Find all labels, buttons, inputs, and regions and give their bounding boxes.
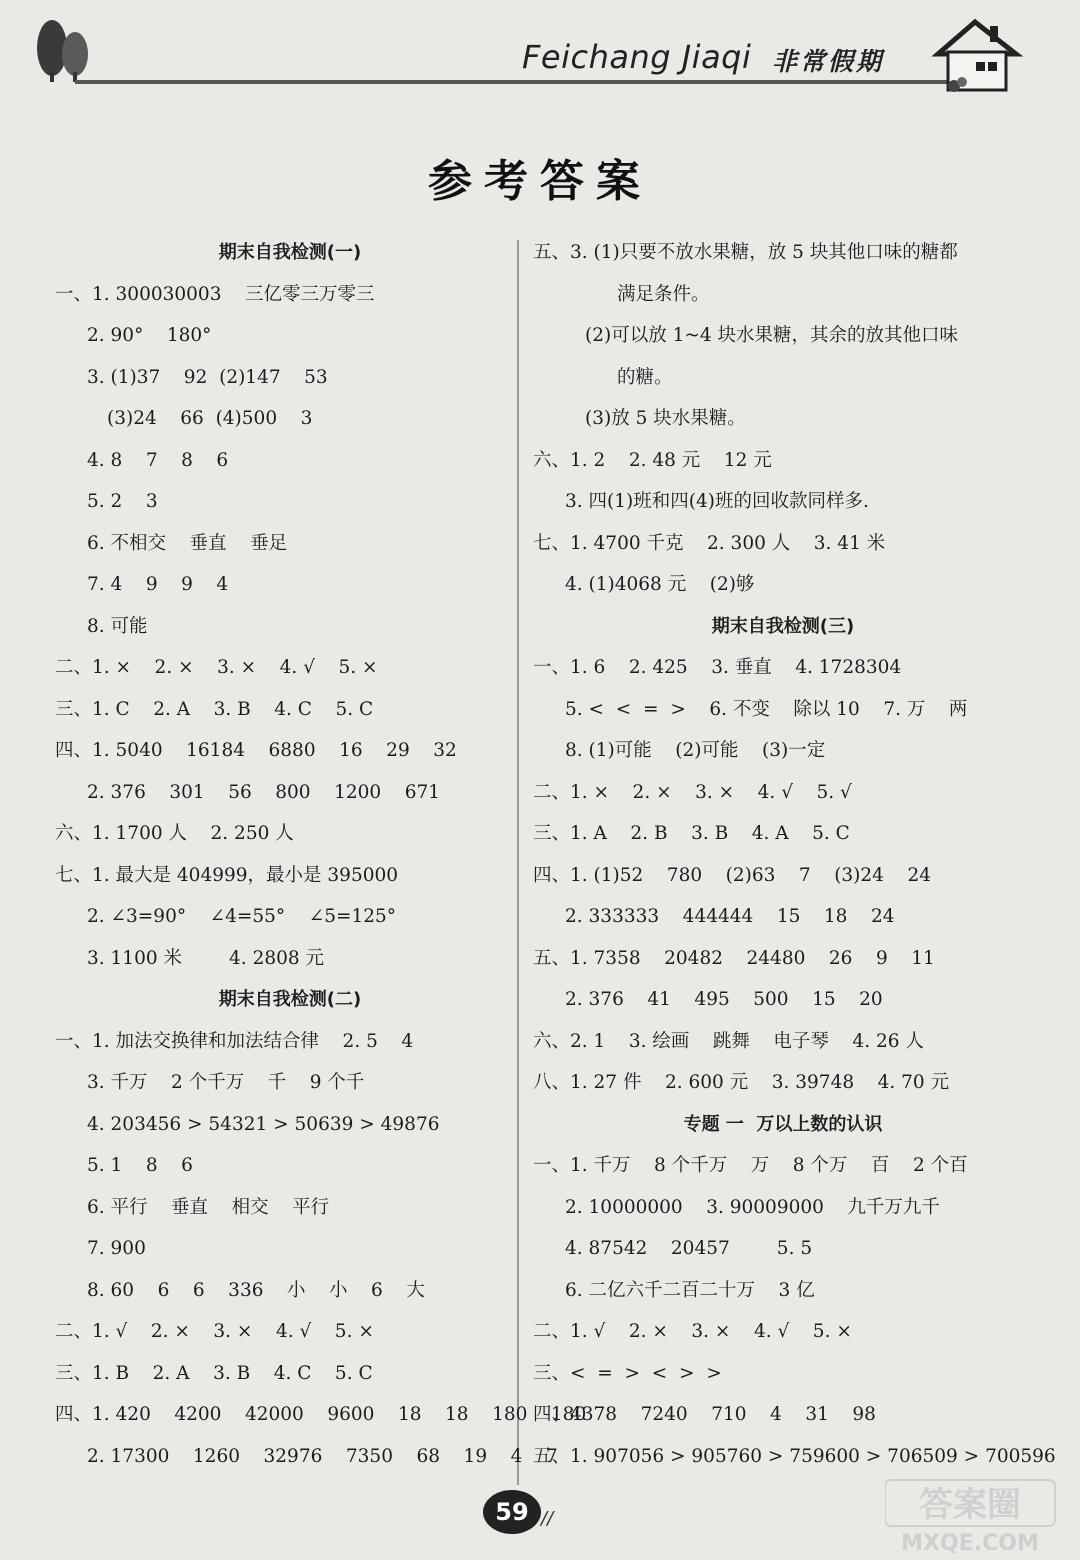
answer-line: 八、1. 27 件 2. 600 元 3. 39748 4. 70 元 xyxy=(533,1072,950,1093)
answer-line: 六、2. 1 3. 绘画 跳舞 电子琴 4. 26 人 xyxy=(533,1030,924,1052)
watermark-logo xyxy=(885,1478,1065,1558)
answer-line: 五、3. (1)只要不放水果糖，放 5 块其他口味的糖都 xyxy=(533,242,958,263)
answer-line: 2. 17300 1260 32976 7350 68 19 4 7 xyxy=(87,1445,558,1467)
answer-line: 5. 2 3 xyxy=(87,491,158,512)
answer-line: 一、1. 千万 8 个千万 万 8 个万 百 2 个百 xyxy=(533,1155,968,1176)
answer-line: 2. ∠3=90° ∠4=55° ∠5=125° xyxy=(87,906,397,927)
answer-line: 2. 10000000 3. 90009000 九千万九千 xyxy=(565,1196,940,1218)
answer-line: 5. 1 8 6 xyxy=(87,1155,193,1176)
svg-text:MXQE.COM: MXQE.COM xyxy=(901,1531,1039,1556)
answer-line: 一、1. 300030003 三亿零三万零三 xyxy=(55,283,375,305)
answer-line: 五、1. 7358 20482 24480 26 9 11 xyxy=(533,947,935,969)
answer-line: 3. 千万 2 个千万 千 9 个千 xyxy=(87,1072,365,1093)
answer-line: 4. 8 7 8 6 xyxy=(87,449,229,471)
answer-line: 7. 4 9 9 4 xyxy=(87,574,229,595)
svg-text:答案圈: 答案圈 xyxy=(919,1485,1021,1525)
answer-line: 8. (1)可能 (2)可能 (3)一定 xyxy=(565,740,826,761)
answer-line: 6. 二亿六千二百二十万 3 亿 xyxy=(565,1279,815,1301)
answer-line: 4. 87542 20457 5. 5 xyxy=(565,1238,813,1259)
page-number-text: 59 xyxy=(495,1498,529,1526)
answer-line: 四、1. (1)52 780 (2)63 7 (3)24 24 xyxy=(533,864,932,886)
answer-line: 2. 376 301 56 800 1200 671 xyxy=(87,781,441,803)
answer-line: (2)可以放 1~4 块水果糖，其余的放其他口味 xyxy=(585,325,959,346)
answer-line: 四、1. 420 4200 42000 9600 18 18 180 180 xyxy=(55,1404,587,1425)
house-icon xyxy=(930,16,1025,96)
brand-chinese: 非常假期 xyxy=(772,47,885,76)
answer-line: (3)放 5 块水果糖。 xyxy=(585,408,746,429)
answer-line: 二、1. × 2. × 3. × 4. √ 5. × xyxy=(55,657,378,678)
answer-line: 七、1. 最大是 404999，最小是 395000 xyxy=(55,864,399,886)
right-column xyxy=(533,232,1056,1477)
page-number xyxy=(483,1490,554,1534)
section-heading: 期末自我检测(一) xyxy=(218,242,362,263)
answer-line: 六、1. 1700 人 2. 250 人 xyxy=(55,823,294,844)
answer-line: 的糖。 xyxy=(617,366,673,388)
header-rule xyxy=(75,80,960,84)
answer-line: 三、1. A 2. B 3. B 4. A 5. C xyxy=(533,823,850,844)
page-title: 参考答案 xyxy=(428,156,652,207)
answer-line: 7. 900 xyxy=(87,1238,146,1259)
answer-line: 5. < < = > 6. 不变 除以 10 7. 万 两 xyxy=(565,698,968,720)
answer-line: 二、1. √ 2. × 3. × 4. √ 5. × xyxy=(533,1321,852,1342)
slash-decoration-icon: // xyxy=(541,1508,554,1529)
answer-line: 4. 203456 > 54321 > 50639 > 49876 xyxy=(87,1113,440,1135)
answer-line: 满足条件。 xyxy=(617,283,710,305)
answer-line: 二、1. √ 2. × 3. × 4. √ 5. × xyxy=(55,1321,374,1342)
answer-line: 三、1. C 2. A 3. B 4. C 5. C xyxy=(55,698,374,720)
answer-line: 三、1. B 2. A 3. B 4. C 5. C xyxy=(55,1362,373,1384)
answer-line: 3. (1)37 92 (2)147 53 xyxy=(87,366,328,388)
answer-line: 2. 333333 444444 15 18 24 xyxy=(565,906,895,927)
answer-line: 四、4378 7240 710 4 31 98 xyxy=(533,1404,876,1425)
answer-line: 6. 不相交 垂直 垂足 xyxy=(87,532,288,554)
answer-line: 六、1. 2 2. 48 元 12 元 xyxy=(533,449,772,471)
section-heading: 期末自我检测(三) xyxy=(711,615,855,637)
answer-line: 8. 可能 xyxy=(87,615,148,637)
section-heading: 期末自我检测(二) xyxy=(218,989,362,1010)
answer-line: 五、1. 907056 > 905760 > 759600 > 706509 > 700596 xyxy=(533,1445,1056,1467)
page-header xyxy=(0,0,1080,110)
answer-line: 4. (1)4068 元 (2)够 xyxy=(565,574,755,595)
answer-line: 2. 376 41 495 500 15 20 xyxy=(565,989,883,1010)
brand-latin: Feichang Jiaqi xyxy=(522,38,752,76)
answer-line: 6. 平行 垂直 相交 平行 xyxy=(87,1196,330,1218)
answer-line: 三、< = > < > > xyxy=(533,1362,722,1384)
answer-line: 一、1. 加法交换律和加法结合律 2. 5 4 xyxy=(55,1030,414,1052)
answer-line: 8. 60 6 6 336 小 小 6 大 xyxy=(87,1279,425,1301)
trees-icon xyxy=(30,14,100,82)
answer-line: 七、1. 4700 千克 2. 300 人 3. 41 米 xyxy=(533,532,886,554)
answer-line: 四、1. 5040 16184 6880 16 29 32 xyxy=(55,740,457,761)
answer-line: 一、1. 6 2. 425 3. 垂直 4. 1728304 xyxy=(533,657,902,678)
answer-line: 3. 1100 米 4. 2808 元 xyxy=(87,947,325,969)
answer-line: 3. 四(1)班和四(4)班的回收款同样多. xyxy=(565,491,869,512)
answer-line: 二、1. × 2. × 3. × 4. √ 5. √ xyxy=(533,781,852,803)
answer-line: 2. 90° 180° xyxy=(87,325,212,346)
left-column xyxy=(55,232,587,1477)
answer-line: (3)24 66 (4)500 3 xyxy=(107,408,313,429)
section-heading: 专题 一 万以上数的认识 xyxy=(683,1113,883,1135)
